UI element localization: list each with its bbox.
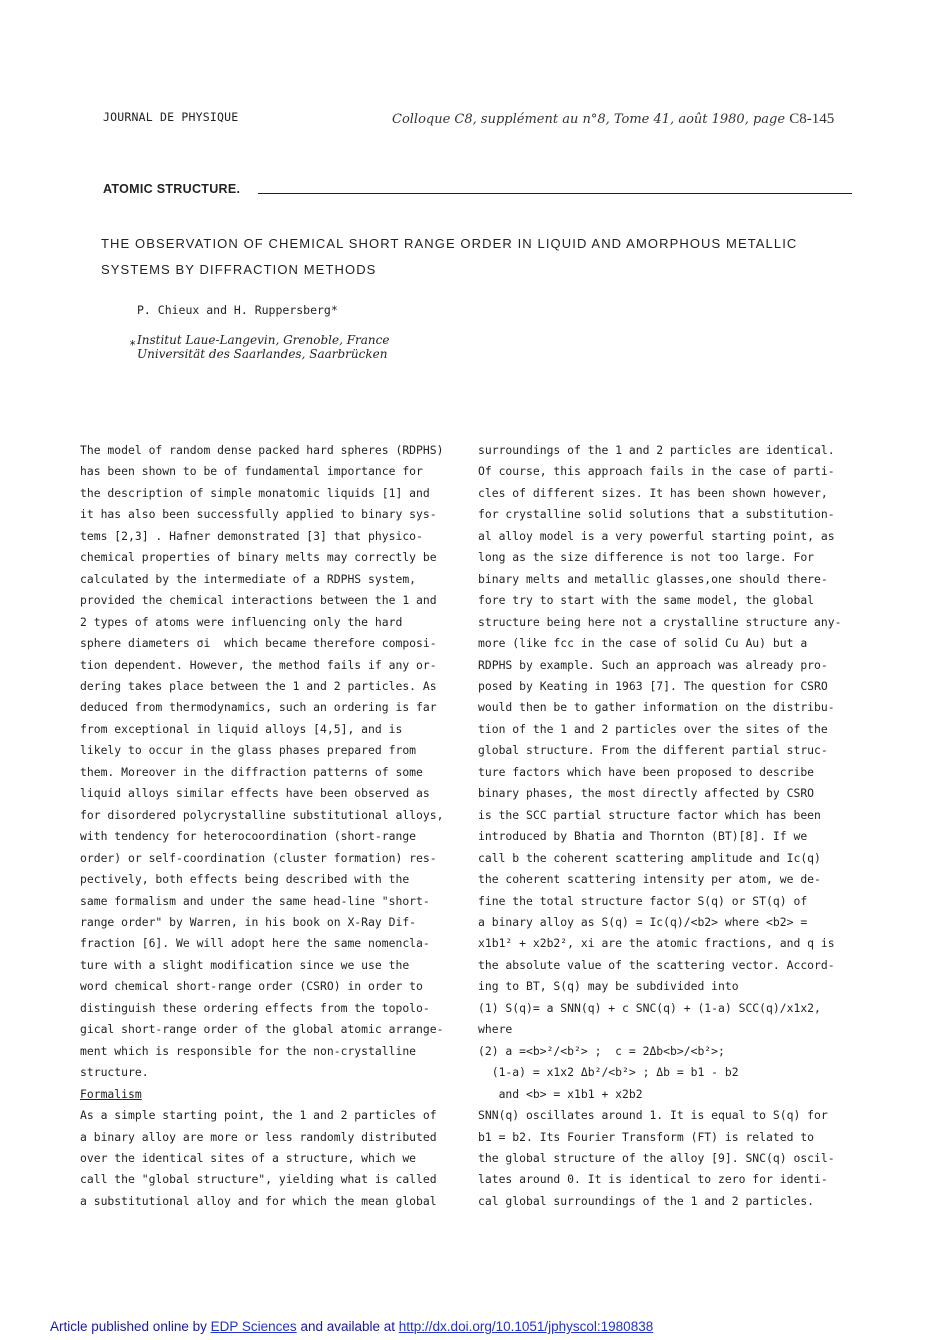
text-line: tion of the 1 and 2 particles over the sites of the xyxy=(478,721,828,736)
affiliation-2: Universität des Saarlandes, Saarbrücken xyxy=(137,347,388,361)
text-line: surroundings of the 1 and 2 particles are identical. xyxy=(478,443,835,457)
text-line: As a simple starting point, the 1 and 2 particles of xyxy=(80,1108,437,1123)
text-line: b1 = b2. Its Fourier Transform (FT) is related to xyxy=(478,1129,815,1144)
text-line: a binary alloy are more or less randomly distributed xyxy=(80,1129,437,1144)
doi-link[interactable]: http://dx.doi.org/10.1051/jphyscol:1980838 xyxy=(398,1319,654,1334)
text-line: distinguish these ordering effects from the topolo- xyxy=(80,1000,430,1015)
text-line: has been shown to be of fundamental importance for xyxy=(80,464,423,479)
text-line: same formalism and under the same head-line "short- xyxy=(80,893,430,908)
text-line: lates around 0. It is identical to zero for identi- xyxy=(478,1172,828,1187)
text-line: (2) a =<b>²/<b²> ; c = 2Δb<b>/<b²>; xyxy=(478,1043,725,1058)
text-line: chemical properties of binary melts may correctly be xyxy=(80,550,437,565)
colloque-reference xyxy=(392,111,834,128)
text-line: tems [2,3] . Hafner demonstrated [3] that physico- xyxy=(80,528,423,543)
text-line: word chemical short-range order (CSRO) in order to xyxy=(80,979,423,994)
text-line: them. Moreover in the diffraction patterns of some xyxy=(80,764,423,779)
text-line: provided the chemical interactions between the 1 and xyxy=(80,593,437,608)
text-line: sphere diameters σi which became therefore composi- xyxy=(80,636,437,651)
text-line: call b the coherent scattering amplitude and Ic(q) xyxy=(478,850,821,865)
text-line: SNN(q) oscillates around 1. It is equal to S(q) for xyxy=(478,1108,828,1123)
text-line: binary melts and metallic glasses,one should there- xyxy=(478,571,828,586)
text-line: likely to occur in the glass phases prepared from xyxy=(80,743,417,758)
edp-sciences-link[interactable]: EDP Sciences xyxy=(210,1319,297,1334)
text-line: ment which is responsible for the non-crystalline xyxy=(80,1043,417,1058)
text-line: global structure. From the different partial struc- xyxy=(478,743,828,758)
text-line: The model of random dense packed hard spheres (RDPHS) xyxy=(80,443,444,457)
text-line: fraction [6]. We will adopt here the same nomencla- xyxy=(80,936,430,951)
section-heading: ATOMIC STRUCTURE. xyxy=(103,182,241,196)
text-line: pectively, both effects being described with the xyxy=(80,872,410,887)
right-column xyxy=(478,440,858,1212)
text-line: dering takes place between the 1 and 2 particles. As xyxy=(80,678,437,693)
footer xyxy=(50,1319,653,1334)
text-line: a binary alloy as S(q) = Ic(q)/<b2> where <b2> = xyxy=(478,914,808,929)
text-line: fine the total structure factor S(q) or ST(q) of xyxy=(478,893,808,908)
text-line: tion dependent. However, the method fails if any or- xyxy=(80,657,437,672)
page-number: C8-145 xyxy=(789,111,835,127)
text-line: introduced by Bhatia and Thornton (BT)[8]. If we xyxy=(478,829,808,844)
paper-title-line-1: THE OBSERVATION OF CHEMICAL SHORT RANGE ORDER IN LIQUID AND AMORPHOUS METALLIC xyxy=(101,236,798,251)
text-line: (1-a) = x1x2 Δb²/<b²> ; Δb = b1 - b2 xyxy=(478,1065,739,1080)
text-line: it has also been successfully applied to binary sys- xyxy=(80,507,437,522)
text-line: x1b1² + x2b2², xi are the atomic fractions, and q is xyxy=(478,936,835,951)
text-line: a substitutional alloy and for which the mean global xyxy=(80,1193,437,1208)
text-line: cal global surroundings of the 1 and 2 particles. xyxy=(478,1193,815,1208)
journal-name: JOURNAL DE PHYSIQUE xyxy=(103,110,239,124)
footer-middle: and available at xyxy=(300,1319,396,1334)
footer-prefix: Article published online by xyxy=(50,1319,207,1334)
text-line: and <b> = x1b1 + x2b2 xyxy=(478,1086,643,1101)
text-line: would then be to gather information on the distribu- xyxy=(478,700,835,715)
text-line: 2 types of atoms were influencing only the hard xyxy=(80,614,403,629)
text-line: is the SCC partial structure factor which has been xyxy=(478,807,821,822)
text-line: al alloy model is a very powerful starting point, as xyxy=(478,528,835,543)
text-line: deduced from thermodynamics, such an ordering is far xyxy=(80,700,437,715)
text-line: the description of simple monatomic liquids [1] and xyxy=(80,485,430,500)
section-rule xyxy=(258,193,852,194)
text-line: cles of different sizes. It has been shown however, xyxy=(478,485,828,500)
text-line: for disordered polycrystalline substitutional alloys, xyxy=(80,807,444,822)
text-line: where xyxy=(478,1022,513,1037)
text-line: more (like fcc in the case of solid Cu Au) but a xyxy=(478,636,808,651)
text-line: Of course, this approach fails in the case of parti- xyxy=(478,464,835,479)
subsection-heading: Formalism xyxy=(80,1086,142,1101)
text-line: call the "global structure", yielding what is called xyxy=(80,1172,437,1187)
text-line: gical short-range order of the global atomic arrange- xyxy=(80,1022,444,1037)
text-line: the global structure of the alloy [9]. SNC(q) oscil- xyxy=(478,1150,835,1165)
text-line: over the identical sites of a structure, which we xyxy=(80,1150,417,1165)
text-line: from exceptional in liquid alloys [4,5], and is xyxy=(80,721,403,736)
text-line: ture factors which have been proposed to describe xyxy=(478,764,815,779)
text-line: calculated by the intermediate of a RDPHS system, xyxy=(80,571,417,586)
text-line: binary phases, the most directly affected by CSRO xyxy=(478,786,815,801)
text-line: liquid alloys similar effects have been observed as xyxy=(80,786,430,801)
text-line: (1) S(q)= a SNN(q) + c SNC(q) + (1-a) SCC(q)/x1x2, xyxy=(478,1000,821,1015)
left-column xyxy=(80,440,465,1212)
authors: P. Chieux and H. Ruppersberg* xyxy=(137,303,338,317)
text-line: fore try to start with the same model, the global xyxy=(478,593,815,608)
text-line: structure. xyxy=(80,1065,149,1080)
text-line: posed by Keating in 1963 [7]. The question for CSRO xyxy=(478,678,828,693)
text-line: range order" by Warren, in his book on X-Ray Dif- xyxy=(80,914,417,929)
text-line: order) or self-coordination (cluster formation) res- xyxy=(80,850,437,865)
text-line: with tendency for heterocoordination (short-range xyxy=(80,829,417,844)
colloque-text: Colloque C8, supplément au n°8, Tome 41, août 1980, page xyxy=(392,112,786,127)
text-line: ing to BT, S(q) may be subdivided into xyxy=(478,979,739,994)
text-line: the coherent scattering intensity per atom, we de- xyxy=(478,872,821,887)
text-line: ture with a slight modification since we use the xyxy=(80,957,410,972)
text-line: the absolute value of the scattering vector. Accord- xyxy=(478,957,835,972)
affiliation-1: Institut Laue-Langevin, Grenoble, France xyxy=(137,333,390,347)
text-line: for crystalline solid solutions that a substitution- xyxy=(478,507,835,522)
paper-title-line-2: SYSTEMS BY DIFFRACTION METHODS xyxy=(101,262,377,277)
affiliation-star: * xyxy=(129,338,137,352)
text-line: structure being here not a crystalline structure any- xyxy=(478,614,842,629)
text-line: long as the size difference is not too large. For xyxy=(478,550,815,565)
text-line: RDPHS by example. Such an approach was already pro- xyxy=(478,657,828,672)
